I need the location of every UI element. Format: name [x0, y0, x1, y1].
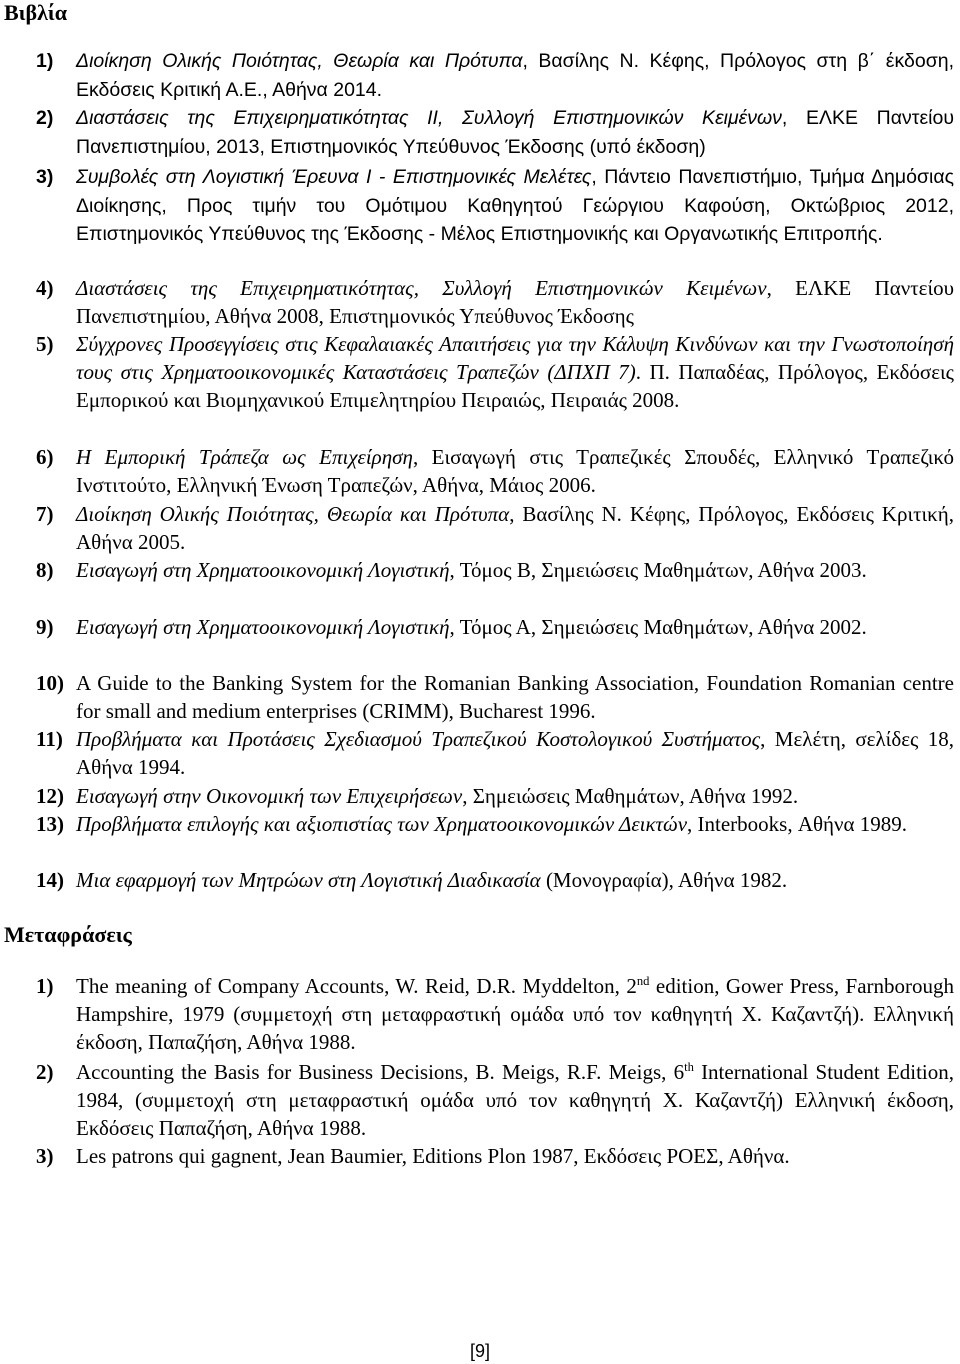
translation-entry-3 — [36, 1142, 954, 1170]
book-details: , Εισαγωγή στις Τραπεζικές Σπουδές, Ελληνικό Τραπεζικό Ινστιτούτο, Ελληνική Ένωση Τραπεζών, Αθήνα, Μάιος 2006. — [76, 445, 954, 497]
book-entry-3 — [36, 163, 954, 249]
entry-number: 5) — [36, 332, 54, 356]
book-details: . Π. Παπαδέας, Πρόλογος, Εκδόσεις Εμπορικού και Βιομηχανικού Επιμελητηρίου Πειραιώς, Πειραιάς 2008. — [76, 360, 954, 412]
book-details: , Μελέτη, σελίδες 18, Αθήνα 1994. — [76, 727, 954, 779]
entry-number: 2) — [36, 107, 54, 129]
translations-heading: Μεταφράσεις — [4, 922, 132, 947]
book-entry-1 — [36, 47, 954, 104]
entry-number: 6) — [36, 445, 54, 469]
book-entry-14 — [36, 866, 954, 894]
entry-number: 2) — [36, 1060, 54, 1084]
book-entry-6 — [36, 443, 954, 499]
translation-text-cont: edition, Gower Press, Farnborough Hampshire, 1979 (συμμετοχή στη μεταφραστική ομάδα υπό τον καθηγητή Χ. Καζαντζή). Ελληνική έκδοση, Παπαζήση, Αθήνα 1988. — [76, 974, 955, 1054]
book-entry-11 — [36, 725, 954, 781]
book-details: , Πάντειο Πανεπιστήμιο, Τμήμα Δημόσιας Διοίκησης, Προς τιμήν του Ομότιμου Καθηγητού Γεώργιου Καφούση, Οκτώβριος 2012, Επιστημονικός Υπεύθυνος της Έκδοσης - Μέλος Επιστημονικής και Οργανωτικής Επιτροπής. — [76, 166, 955, 245]
entry-number: 7) — [36, 502, 54, 526]
entry-number: 11) — [36, 727, 63, 751]
entry-number: 3) — [36, 1144, 54, 1168]
entry-number: 1) — [36, 50, 54, 72]
book-details: , Interbooks, Αθήνα 1989. — [687, 812, 908, 836]
entry-number: 4) — [36, 276, 54, 300]
book-title: Διαστάσεις της Επιχειρηματικότητας ΙΙ, Συλλογή Επιστημονικών Κειμένων — [76, 107, 782, 129]
translation-text: Accounting the Basis for Business Decisions, B. Meigs, R.F. Meigs, 6 — [76, 1060, 685, 1084]
book-title: Σύγχρονες Προσεγγίσεις στις Κεφαλαιακές Απαιτήσεις για την Κάλυψη Κινδύνων και την Γνωστοποίησή τους στις Χρηματοοικονομικές Καταστάσεις Τραπεζών (ΔΠΧΠ 7) — [76, 332, 954, 384]
translation-entry-1 — [36, 972, 954, 1056]
page-number: [9] — [469, 1341, 490, 1361]
book-entry-13 — [36, 810, 954, 838]
translation-text: Les patrons qui gagnent, Jean Baumier, Editions Plon 1987, Εκδόσεις ΡΟΕΣ, Αθήνα. — [76, 1144, 790, 1168]
book-entry-12 — [36, 782, 954, 810]
entry-number: 9) — [36, 615, 54, 639]
entry-number: 12) — [36, 784, 64, 808]
entry-number: 13) — [36, 812, 64, 836]
entry-number: 1) — [36, 974, 54, 998]
book-entry-8 — [36, 556, 954, 584]
entry-number: 10) — [36, 671, 64, 695]
entry-number: 14) — [36, 868, 64, 892]
book-title: Διοίκηση Ολικής Ποιότητας, Θεωρία και Πρότυπα — [76, 502, 510, 526]
ordinal-suffix: nd — [636, 974, 650, 988]
book-details: , Τόμος Β, Σημειώσεις Μαθημάτων, Αθήνα 2003. — [449, 558, 867, 582]
book-title: Εισαγωγή στην Οικονομική των Επιχειρήσεων — [76, 784, 463, 808]
entry-number: 3) — [36, 166, 54, 188]
ordinal-suffix: th — [684, 1060, 694, 1074]
book-entry-2 — [36, 104, 954, 161]
book-entry-9 — [36, 613, 954, 641]
book-title: Η Εμπορική Τράπεζα ως Επιχείρηση — [76, 445, 413, 469]
book-title: Εισαγωγή στη Χρηματοοικονομική Λογιστική — [76, 558, 450, 582]
book-title: Προβλήματα επιλογής και αξιοπιστίας των Χρηματοοικονομικών Δεικτών — [76, 812, 688, 836]
book-details: , Βασίλης Ν. Κέφης, Πρόλογος στη β΄ έκδοση, Εκδόσεις Κριτική Α.Ε., Αθήνα 2014. — [76, 50, 954, 101]
book-entry-7 — [36, 500, 954, 556]
book-entry-5 — [36, 330, 954, 414]
translation-text-cont: International Student Edition, 1984, (συμμετοχή στη μεταφραστική ομάδα υπό τον καθηγητή Χ. Καζαντζή) Ελληνική έκδοση, Εκδόσεις Παπαζήση, Αθήνα 1988. — [76, 1060, 954, 1140]
book-details: , ΕΛΚΕ Παντείου Πανεπιστημίου, 2013, Επιστημονικός Υπεύθυνος Έκδοσης (υπό έκδοση) — [76, 107, 955, 158]
book-details: , Τόμος Α, Σημειώσεις Μαθημάτων, Αθήνα 2002. — [449, 615, 867, 639]
book-title: Συμβολές στη Λογιστική Έρευνα Ι - Επιστημονικές Μελέτες — [76, 166, 592, 188]
entry-number: 8) — [36, 558, 54, 582]
translation-entry-2 — [36, 1058, 954, 1142]
book-title: Μια εφαρμογή των Μητρώων στη Λογιστική Διαδικασία — [76, 868, 541, 892]
bibliography-heading: Βιβλία — [4, 0, 67, 25]
translation-text: The meaning of Company Accounts, W. Reid, D.R. Myddelton, 2 — [76, 974, 637, 998]
book-title: Προβλήματα και Προτάσεις Σχεδιασμού Τραπεζικού Κοστολογικού Συστήματος — [76, 727, 761, 751]
book-title: Εισαγωγή στη Χρηματοοικονομική Λογιστική — [76, 615, 450, 639]
book-details: (Μονογραφία), Αθήνα 1982. — [540, 868, 788, 892]
book-details: A Guide to the Banking System for the Romanian Banking Association, Foundation Romanian centre for small and medium enterprises (CRIMM), Bucharest 1996. — [76, 671, 954, 723]
book-details: , ΕΛΚΕ Παντείου Πανεπιστημίου, Αθήνα 2008, Επιστημονικός Υπεύθυνος Έκδοσης — [76, 276, 955, 328]
book-title: Διαστάσεις της Επιχειρηματικότητας, Συλλογή Επιστημονικών Κειμένων — [76, 276, 767, 300]
book-entry-10 — [36, 669, 954, 725]
book-details: , Βασίλης Ν. Κέφης, Πρόλογος, Εκδόσεις Κριτική, Αθήνα 2005. — [76, 502, 954, 554]
book-entry-4 — [36, 274, 954, 330]
book-title: Διοίκηση Ολικής Ποιότητας, Θεωρία και Πρότυπα — [76, 50, 523, 72]
book-details: , Σημειώσεις Μαθημάτων, Αθήνα 1992. — [462, 784, 799, 808]
